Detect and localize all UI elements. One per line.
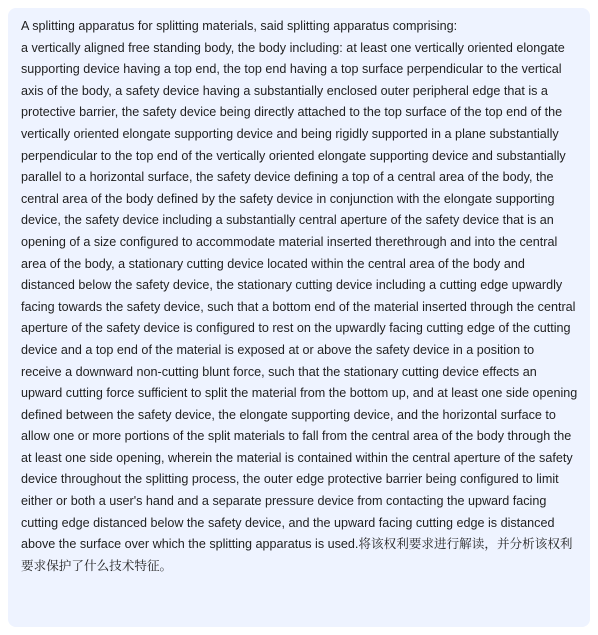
user-message-bubble bbox=[8, 8, 590, 627]
user-message-text: A splitting apparatus for splitting materials, said splitting apparatus comprising: a vertically aligned free standing body, the body including: at least one vertically oriented elongate supporting device having a top end, the top end having a top surface perpendicular to the vertical axis of the body, a safety device having a substantially enclosed outer peripheral edge that is a protective barrier, the safety device being directly attached to the top surface of the top end of the vertically oriented elongate supporting device and being rigidly supported in a plane substantially perpendicular to the top end of the vertically oriented elongate supporting device and substantially parallel to a horizontal surface, the safety device defining a top of a central area of the body, the central area of the body defined by the safety device in conjunction with the elongate supporting device, the safety device including a substantially central aperture of the safety device that is an opening of a size configured to accommodate material inserted therethrough and into the central area of the body, a stationary cutting device located within the central area of the body and distanced below the safety device, the stationary cutting device including a cutting edge upwardly facing towards the safety device, such that a bottom end of the material inserted through the central aperture of the safety device is configured to rest on the upwardly facing cutting edge of the cutting device and a top end of the material is exposed at or above the safety device in a position to receive a downward non-cutting blunt force, such that the stationary cutting device effects an upward cutting force sufficient to split the material from the bottom up, and at least one side opening defined between the safety device, the elongate supporting device, and the horizontal surface to allow one or more portions of the split materials to fall from the central area of the body through the at least one side opening, wherein the material is contained within the central aperture of the safety device throughout the splitting process, the outer edge protective barrier being configured to limit either or both a user's hand and a separate pressure device from contacting the upward facing cutting edge distanced below the safety device, and the upward facing cutting edge is distanced above the surface over which the splitting apparatus is used.将该权利要求进行解读，并分析该权利要求保护了什么技术特征。 bbox=[21, 19, 578, 573]
